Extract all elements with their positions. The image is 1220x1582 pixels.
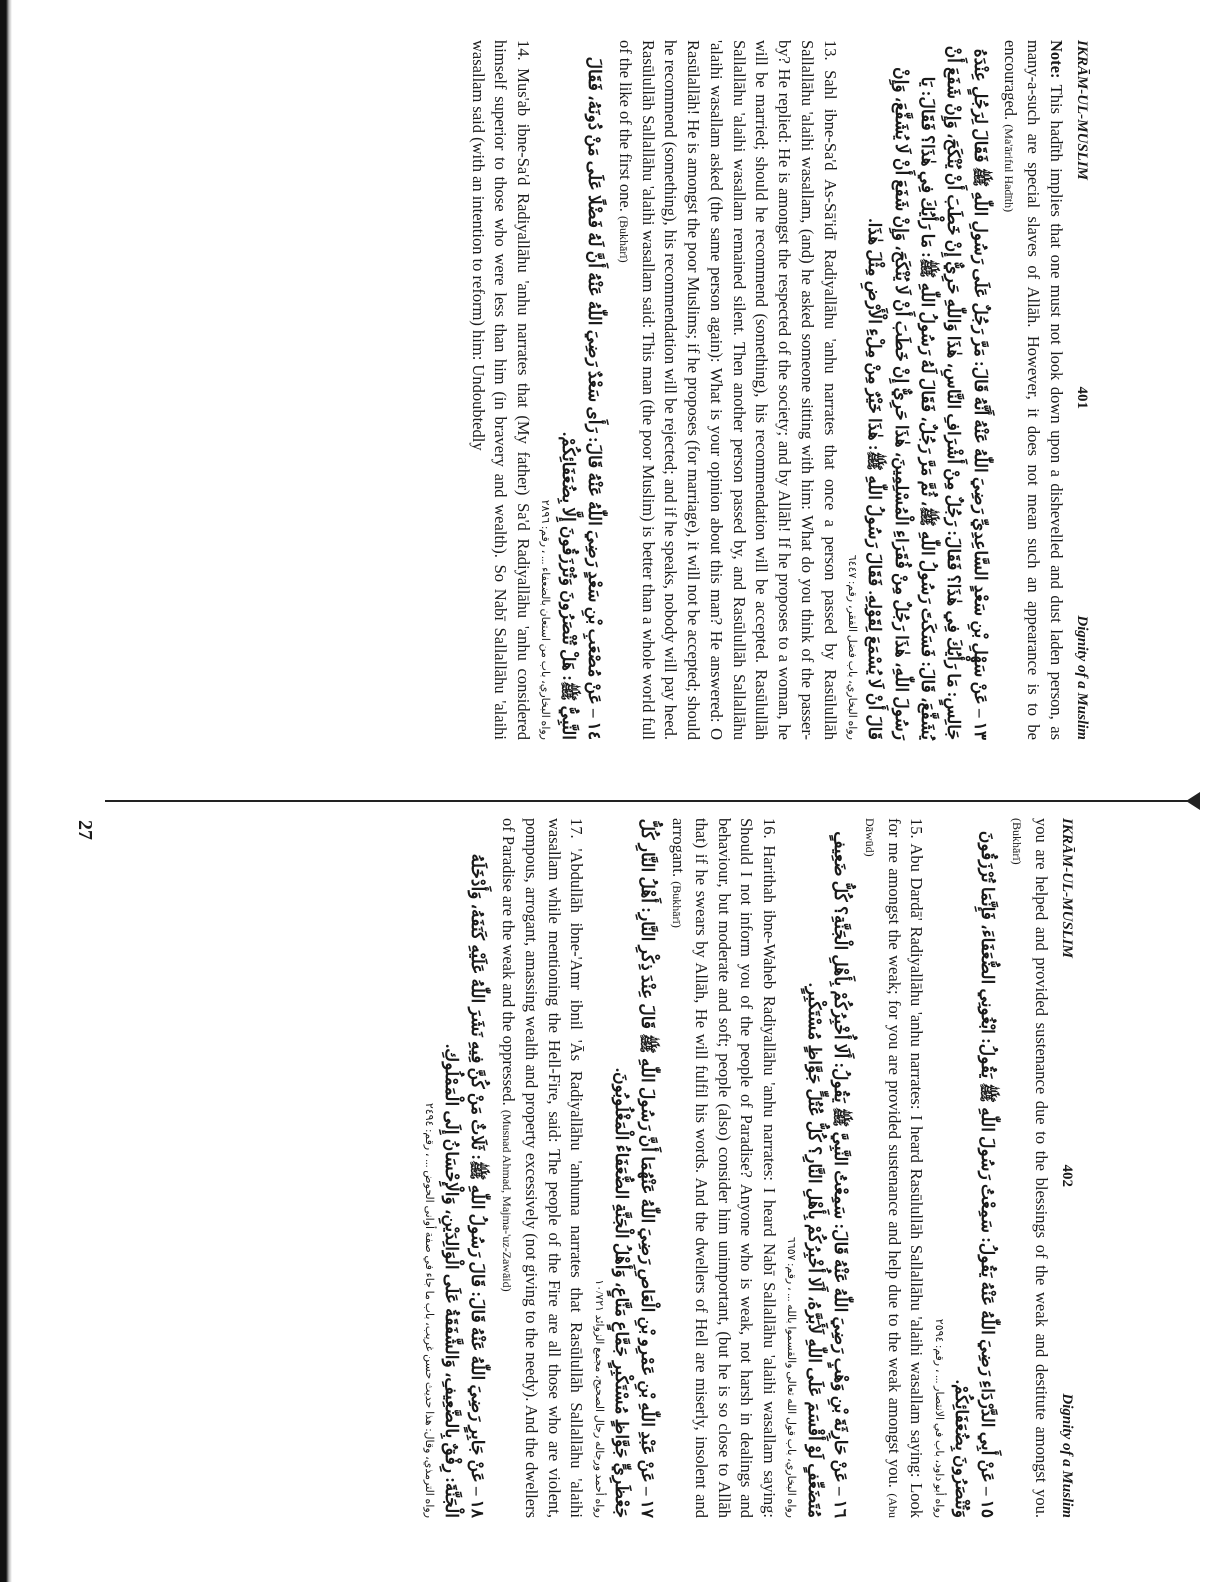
page-header [1058,818,1075,1518]
hadith-15 [859,818,1000,1518]
hadith-18-reference: رواه الترمذي، وقال: هذا حديث حسن غريب، باب ما جاء في صفة أوانى الحوض ... ، رقم: ٢٤٩٤ [422,1102,435,1518]
book-page-401 [150,40,1090,740]
note-source: (Ma'āriful Hadīth) [1002,124,1017,213]
fold-marker-icon [1186,792,1200,810]
running-subtitle: Dignity of a Muslim [1074,615,1090,740]
running-title: IKRĀM-UL-MUSLIM [1059,818,1075,959]
hadith-16-source: (Bukhārī) [670,881,685,928]
hadith-17-arabic: ١٧ – عَنْ عَبْدِ اللّٰهِ بْنِ عَمْرِو بْنِ الْعَاصِ رَضِيَ اللّٰهُ عَنْهُمَا أَنَّ رَسُولَ اللّٰهِ ﷺ قَالَ عِنْدَ ذِكْرِ النَّارِ: أَهْلُ النَّارِ كُلُّ جَعْظَرِيٍّ جَوَّاظٍ مُسْتَكْبِرٍ جَمَّاعٍ مَنَّاعٍ، وَأَهْلُ الْجَنَّةِ الضُّعَفَاءُ الْمَغْلُوبُونَ. [612,818,658,1518]
hadith-15-translation [859,818,927,1518]
note-block [999,40,1067,740]
hadith-17-translation [496,818,587,1518]
continuation-paragraph [1006,818,1052,1518]
hadith-15-source: (Abu Dāwūd) [862,818,900,1518]
hadith-16-reference: رواه البخاري، باب قول الله تعالى والقسموا بالله ... ، رقم: ٦٦٥٧ [785,1236,798,1518]
page-number: 402 [1059,1164,1075,1187]
hadith-16-arabic: ١٦ – عَنْ حَارِثَةَ بْنِ وَهْبٍ رَضِيَ اللّٰهُ عَنْهُ قَالَ: سَمِعْتُ النَّبِيَّ ﷺ يَقُولُ: أَلَا أُخْبِرُكُمْ بِأَهْلِ الْجَنَّةِ؟ كُلُّ ضَعِيفٍ مُتَضَعِّفٍ لَوْ أَقْسَمَ عَلَى اللّٰهِ لَأَبَرَّهُ، أَلَا أُخْبِرُكُمْ بِأَهْلِ النَّارِ؟ كُلُّ عُتُلٍّ جَوَّاظٍ مُسْتَكْبِرٍ. [804,831,851,1518]
hadith-17 [496,818,660,1518]
hadith-14-continuation [1006,818,1052,1518]
hadith-18 [421,818,490,1518]
hadith-15-text: 15. Abu Dardā' Radiyallāhu 'anhu narrates: I heard Rasūlullāh Sallallāhu 'alaihi wasallam saying: Look for me amongst the weak; for you are provided sustenance and help due to the weak amongst you. [884,818,927,1518]
hadith-15-arabic: ١٥ – عَنْ أَبِي الدَّرْدَاءِ رَضِيَ اللّٰهُ عَنْهُ يَقُولُ: سَمِعْتُ رَسُولَ اللّٰهِ ﷺ يَقُولُ: ابْغُونِي الضُّعَفَاءَ، فَإِنَّمَا تُرْزَقُونَ وَتُنْصَرُونَ بِضُعَفَائِكُمْ. [952,830,998,1518]
running-title: IKRĀM-UL-MUSLIM [1074,40,1090,181]
note-text: This hadīth implies that one must not look down upon a dishevelled and dust laden person, as many-a-such are special slaves of Allāh. However, it does not mean such an appearance is to be encouraged. [1001,40,1066,740]
book-page-402 [135,818,1075,1518]
note-label: Note: [1047,40,1066,79]
hadith-14 [466,40,607,740]
book-binding-edge [0,0,12,1582]
hadith-13-arabic: ١٣ – عَنْ سَهْلِ بْنِ سَعْدٍ السَّاعِدِيِّ رَضِيَ اللّٰهُ عَنْهُ أَنَّهُ قَالَ: مَرَّ رَجُلٌ عَلَى رَسُولِ اللّٰهِ ﷺ فَقَالَ لِرَجُلٍ عِنْدَهُ جَالِسٍ: مَا رَأْيُكَ فِي هٰذَا؟ فَقَالَ: رَجُلٌ مِنْ أَشْرَافِ النَّاسِ، هٰذَا وَاللّٰهِ حَرِيٌّ إِنْ خَطَبَ أَنْ يُنْكَحَ، وَإِنْ شَفَعَ أَنْ يُشَفَّعَ، قَالَ: فَسَكَتَ رَسُولُ اللّٰهِ ﷺ، ثُمَّ مَرَّ رَجُلٌ، فَقَالَ لَهُ رَسُولُ اللّٰهِ ﷺ: مَا رَأْيُكَ فِي هٰذَا؟ فَقَالَ: يَا رَسُولَ اللّٰهِ، هٰذَا رَجُلٌ مِنْ فُقَرَاءِ الْمُسْلِمِينَ، هٰذَا حَرِيٌّ إِنْ خَطَبَ أَنْ لَا يُنْكَحَ، وَإِنْ شَفَعَ أَنْ لَا يُشَفَّعَ، وَإِنْ قَالَ أَنْ لَا يُسْمَعَ لِقَوْلِهِ. فَقَالَ رَسُولُ اللّٰهِ ﷺ: هٰذَا خَيْرٌ مِنْ مِلْءِ الْأَرْضِ مِثْلَ هٰذَا. [865,45,990,740]
hadith-13-translation [613,40,841,740]
hadith-16-translation [666,818,780,1518]
hadith-13-source: (Bukhārī) [616,215,631,263]
note-paragraph [999,40,1067,740]
hadith-14-arabic: ١٤ – عَنْ مُصْعَبِ بْنِ سَعْدٍ رَضِيَ اللّٰهُ عَنْهُ قَالَ: رَأَى سَعْدٌ رَضِيَ اللّٰهُ عَنْهُ أَنَّ لَهُ فَضْلًا عَلَى مَنْ دُونَهُ، فَقَالَ النَّبِيُّ ﷺ: هَلْ تُنْصَرُونَ وَتُرْزَقُونَ إِلَّا بِضُعَفَائِكُمْ. [558,56,605,740]
hadith-16-text: 16. Harithah ibne-Waheb Radiyallāhu 'anhu narrates: I heard Nabī Sallallāhu 'alaihi wasallam saying: Should I not inform you of the people of Paradise? Anyone who is weak, not harsh in dealings and behaviour, but moderate and soft; people (also) consider him unimportant, (but he is so close to Allāh that) if he swears by Allāh, He will fulfil his words. And the dwellers of Hell are miserly, insolent and arrogant. [669,818,780,1518]
hadith-16 [666,818,853,1518]
page-fold-line [105,800,1190,802]
running-subtitle: Dignity of a Muslim [1059,1393,1075,1518]
page-number: 401 [1074,386,1090,409]
hadith-17-source: (Musnad Ahmad, Majma-'uz-Zawāid) [500,1109,515,1292]
hadith-17-text: 17. 'Abdullāh ibne-'Amr ibnil 'Ās Radiyallāhu 'anhuma narrates that Rasūlullāh Sallallāhu 'alaihi wasallam while mentioning the Hell-Fire, said: The people of the Fire are all those who are violent, pompous, arrogant, amassing wealth and property excessively (not giving to the needy). And the dwellers of Paradise are the weak and the oppressed. [499,818,587,1518]
continuation-text: you are helped and provided sustenance due to the blessings of the weak and destitute amongst you. [1032,818,1051,1518]
page-header [1073,40,1090,740]
hadith-13-text: 13. Sahl ibne-Sa'd As-Sā'idī Radiyallāhu 'anhu narrates that once a person passed by Rasūlullāh Sallallāhu 'alaihi wasallam, (and) he asked someone sitting with him: What do you think of the passer-by? He replied: He is amongst the respected of the society; and by Allāh! If he proposes to a woman, he will be married; should he recommend (something), his recommendation will be accepted. Rasūlullāh Sallallāhu 'alaihi wasallam remained silent. Then another person passed by, and Rasūlullāh Sallallāhu 'alaihi wasallam asked (the same person again): What is your opinion about this man? He answered: O Rasūlallāh! He is amongst the poor Muslims; if he proposes (for marriage), it will not be accepted; should he recommend (something), his recommendation will be rejected; and if he speaks, nobody will pay heed. Rasūlullāh Sallallāhu 'alaihi wasallam said: This man (the poor Muslim) is better than a whole world full of the like of the first one. [615,40,840,740]
hadith-15-reference: رواه أبو داود، باب في الانتصار ... ، رقم: ٢٥٩٤ [932,1318,945,1518]
hadith-17-reference: رواه أحمد ورجاله رجال الصحيح، مجمع الزوائد ١٠/٧٢١ [592,1279,605,1518]
continuation-source: (Bukhārī) [1010,818,1025,865]
hadith-14-translation: 14. Mus'ab ibne-Sa'd Radiyallāhu 'anhu narrates that (My father) Sa'd Radiyallāhu 'anhu considered himself superior to those who were less than him (in bravery and wealth). So Nabī Sallallāhu 'alaihi wasallam said (with an intention to reform) him: Undoubtedly [468,40,534,740]
hadith-14-reference: رواه البخاري، باب من استعان بالضعفاء ... ، رقم: ٢٨٩٦ [539,499,552,740]
hadith-18-arabic: ١٨ – عَنْ جَابِرٍ رَضِيَ اللّٰهُ عَنْهُ قَالَ: قَالَ رَسُولُ اللّٰهِ ﷺ: ثَلَاثٌ مَنْ كُنَّ فِيهِ نَشَرَ اللّٰهُ عَلَيْهِ كَنَفَهُ، وَأَدْخَلَهُ الْجَنَّةَ: رِفْقٌ بِالضَّعِيفِ، وَالشَّفَقَةُ عَلَى الْوَالِدَيْنِ، وَالْإِحْسَانُ إِلَى الْمَمْلُوكِ. [441,853,488,1518]
hadith-13-reference: رواه البخاري، باب فضل الفقر، رقم: ٦٤٤٧ [845,554,858,740]
margin-number: 27 [74,820,96,840]
hadith-13 [613,40,993,740]
